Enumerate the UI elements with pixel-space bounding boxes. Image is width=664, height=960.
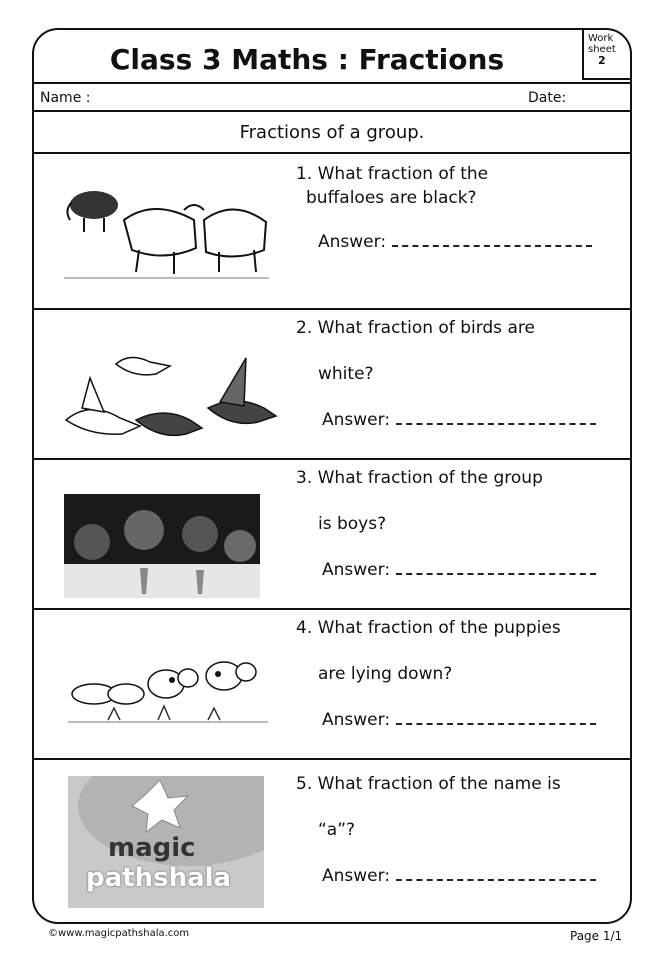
answer-2 xyxy=(322,410,596,430)
question-1-line2: buffaloes are black? xyxy=(306,188,477,208)
worksheet-page xyxy=(32,28,632,924)
answer-line[interactable] xyxy=(392,233,592,247)
footer-page-number: Page 1/1 xyxy=(570,929,623,943)
name-label: Name : xyxy=(40,90,91,106)
children-photo xyxy=(64,494,260,598)
answer-label: Answer: xyxy=(322,560,391,580)
divider xyxy=(34,110,630,112)
question-2 xyxy=(296,316,535,340)
answer-line[interactable] xyxy=(396,411,596,425)
answer-3 xyxy=(322,560,596,580)
magic-pathshala-logo xyxy=(68,776,264,908)
question-3 xyxy=(296,466,543,490)
question-3-line1: 3. What fraction of the group xyxy=(296,468,543,488)
question-2-line1: 2. What fraction of birds are xyxy=(296,318,535,338)
answer-5 xyxy=(322,866,596,886)
answer-line[interactable] xyxy=(396,867,596,881)
logo-text-magic: magic xyxy=(108,833,196,863)
logo-text-pathshala: pathshala xyxy=(86,863,232,893)
date-label: Date: xyxy=(528,90,567,106)
answer-1 xyxy=(318,232,592,252)
divider xyxy=(34,758,630,760)
answer-4 xyxy=(322,710,596,730)
divider xyxy=(34,458,630,460)
divider xyxy=(34,608,630,610)
question-4-line2: are lying down? xyxy=(318,664,453,684)
worksheet-label-sheet: sheet xyxy=(588,44,616,55)
question-5-line2: “a”? xyxy=(318,820,356,840)
question-3-line2: is boys? xyxy=(318,514,387,534)
question-4 xyxy=(296,616,561,640)
answer-label: Answer: xyxy=(318,232,387,252)
buffaloes-illustration xyxy=(54,170,274,290)
answer-label: Answer: xyxy=(322,866,391,886)
question-1 xyxy=(296,162,488,210)
birds-illustration xyxy=(60,348,280,448)
answer-line[interactable] xyxy=(396,561,596,575)
divider xyxy=(34,308,630,310)
worksheet-label-work: Work xyxy=(588,33,614,44)
section-subtitle: Fractions of a group. xyxy=(239,121,425,143)
question-2-line2: white? xyxy=(318,364,374,384)
question-1-line1: 1. What fraction of the xyxy=(296,164,489,184)
worksheet-number: 2 xyxy=(598,54,606,67)
question-5 xyxy=(296,772,561,796)
question-5-line1: 5. What fraction of the name is xyxy=(296,774,561,794)
answer-label: Answer: xyxy=(322,410,391,430)
worksheet-number-box xyxy=(582,28,632,80)
puppies-illustration xyxy=(68,650,268,730)
footer-copyright[interactable]: ©www.magicpathshala.com xyxy=(48,928,190,939)
worksheet-title: Class 3 Maths : Fractions xyxy=(109,42,505,76)
question-4-line1: 4. What fraction of the puppies xyxy=(296,618,561,638)
divider xyxy=(34,82,630,84)
answer-line[interactable] xyxy=(396,711,596,725)
answer-label: Answer: xyxy=(322,710,391,730)
divider xyxy=(34,152,630,154)
